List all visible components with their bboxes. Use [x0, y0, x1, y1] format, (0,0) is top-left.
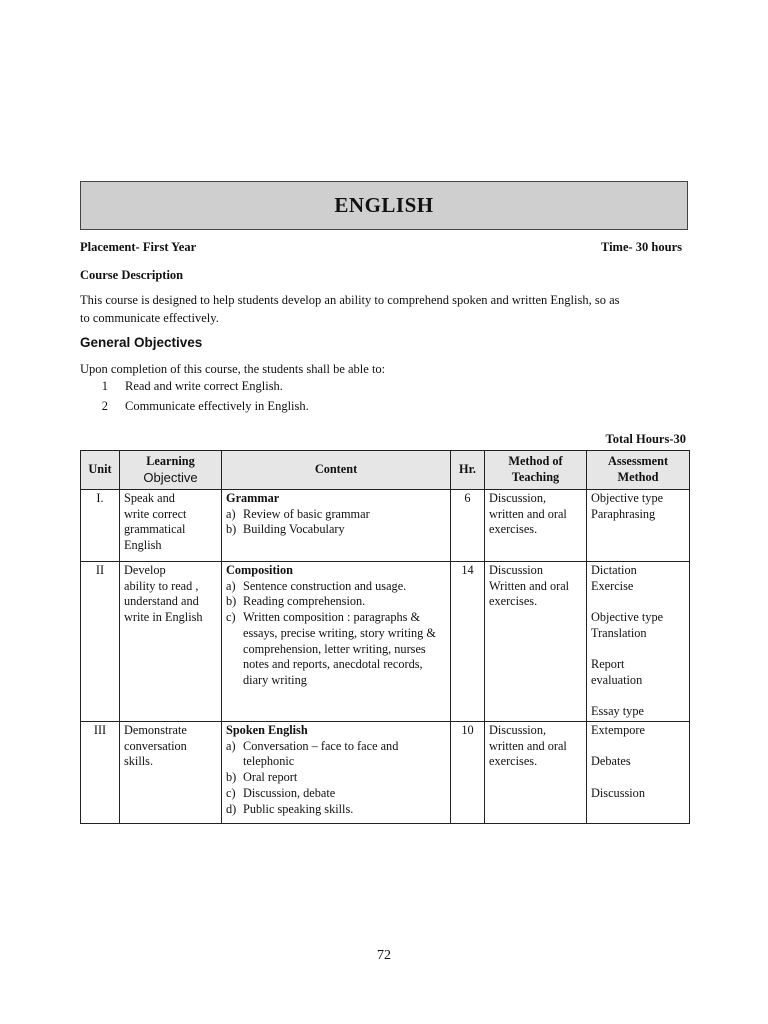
page-number: 72 — [377, 948, 391, 963]
content-topic: Spoken English — [226, 723, 308, 737]
objective-text: Read and write correct English. — [125, 379, 283, 393]
method-line: Written and oral — [489, 578, 570, 593]
objective-line: write in English — [124, 610, 203, 625]
header-objective-line-2: Objective — [143, 470, 198, 485]
content-cell — [222, 562, 451, 722]
assessment-spacer — [591, 594, 685, 610]
objective-cell — [120, 722, 222, 824]
assessment-line: Report — [591, 657, 625, 672]
objective-line: Demonstrate — [124, 723, 187, 737]
content-topic: Composition — [226, 563, 293, 577]
content-text: Reading comprehension. — [243, 594, 366, 609]
content-marker: b) — [226, 770, 237, 785]
assessment-spacer — [591, 770, 685, 786]
objective-number: 1 — [101, 379, 108, 393]
content-marker: b) — [226, 594, 237, 609]
method-line: exercises. — [489, 754, 538, 769]
content-item — [226, 522, 446, 538]
table-row — [81, 722, 690, 824]
objective-number: 2 — [101, 399, 108, 413]
method-line: exercises. — [489, 522, 538, 537]
content-item — [226, 594, 446, 610]
content-text: Discussion, debate — [243, 785, 336, 800]
header-method-line-1: Method of — [508, 454, 563, 469]
placement: Placement- First Year — [80, 240, 197, 254]
content-marker: b) — [226, 522, 237, 537]
assessment-line: Essay type — [591, 704, 644, 719]
unit-cell: II — [81, 562, 120, 722]
assessment-line: evaluation — [591, 672, 643, 687]
content-item — [226, 610, 446, 689]
content-item — [226, 770, 446, 786]
header-hours: Hr. — [451, 451, 485, 490]
content-text: Conversation – face to face and telephonic — [243, 738, 399, 769]
content-marker: c) — [226, 610, 236, 625]
content-marker: a) — [226, 578, 236, 593]
assessment-line: Discussion — [591, 785, 645, 800]
assessment-line: Translation — [591, 625, 647, 640]
content-text: Building Vocabulary — [243, 522, 345, 537]
header-unit: Unit — [81, 451, 120, 490]
content-item — [226, 507, 446, 523]
objective-item — [80, 399, 309, 414]
assessment-line: Extempore — [591, 723, 645, 737]
assessment-cell — [587, 490, 690, 562]
content-item — [226, 802, 446, 818]
content-marker: a) — [226, 506, 236, 521]
header-content: Content — [222, 451, 451, 490]
header-assessment-line-1: Assessment — [607, 454, 669, 469]
table-header-row — [81, 451, 690, 490]
course-description-line-2: to communicate effectively. — [80, 311, 219, 325]
syllabus-table — [80, 450, 690, 824]
assessment-line: Dictation — [591, 563, 637, 577]
method-line: written and oral — [489, 506, 567, 521]
content-marker: a) — [226, 738, 236, 753]
assessment-spacer — [591, 642, 685, 658]
assessment-spacer — [591, 739, 685, 755]
objective-cell — [120, 562, 222, 722]
assessment-spacer — [591, 689, 685, 705]
hours-cell: 10 — [451, 722, 485, 824]
method-line: Discussion — [489, 563, 543, 577]
general-objectives-intro: Upon completion of this course, the students shall be able to: — [80, 362, 386, 376]
unit-cell: I. — [81, 490, 120, 562]
course-description-heading: Course Description — [80, 268, 184, 282]
objective-line: ability to read , — [124, 578, 199, 593]
content-text: Sentence construction and usage. — [243, 578, 407, 593]
header-assessment — [587, 451, 690, 490]
assessment-cell — [587, 722, 690, 824]
content-cell — [222, 722, 451, 824]
assessment-line: Exercise — [591, 578, 634, 593]
objective-cell — [120, 490, 222, 562]
assessment-line: Objective type — [591, 491, 664, 505]
page-title-box — [80, 181, 688, 230]
content-text: Review of basic grammar — [243, 506, 370, 521]
unit-cell: III — [81, 722, 120, 824]
hours-cell: 14 — [451, 562, 485, 722]
objective-item — [80, 379, 283, 394]
objective-line: Speak and — [124, 491, 175, 505]
table-row — [81, 490, 690, 562]
content-marker: c) — [226, 785, 236, 800]
content-text: Oral report — [243, 770, 298, 785]
content-topic: Grammar — [226, 491, 280, 505]
method-line: Discussion, — [489, 723, 547, 737]
method-line: written and oral — [489, 738, 567, 753]
course-description-line-1: This course is designed to help students develop an ability to comprehend spoken and written English, so as — [80, 293, 620, 307]
content-text: Written composition : paragraphs & essays, precise writing, story writing & comprehension, letter writing, nurses notes and reports, anecdotal records, diary writing — [243, 610, 436, 687]
header-method-line-2: Teaching — [511, 470, 560, 484]
hours-cell: 6 — [451, 490, 485, 562]
method-cell — [485, 562, 587, 722]
header-learning-objective — [120, 451, 222, 490]
header-objective-line-1: Learning — [146, 454, 195, 469]
page-title: ENGLISH — [334, 193, 434, 217]
header-method — [485, 451, 587, 490]
content-item — [226, 786, 446, 802]
content-item — [226, 579, 446, 595]
content-marker: d) — [226, 801, 237, 816]
total-hours: Total Hours-30 — [605, 432, 686, 446]
objective-text: Communicate effectively in English. — [125, 399, 309, 413]
method-cell — [485, 722, 587, 824]
objective-line: Develop — [124, 563, 166, 577]
assessment-cell — [587, 562, 690, 722]
objective-line: write correct — [124, 506, 187, 521]
time-hours: Time- 30 hours — [600, 240, 682, 254]
assessment-line: Objective type — [591, 610, 664, 625]
method-line: Discussion, — [489, 491, 547, 505]
objective-line: understand and — [124, 594, 199, 609]
method-line: exercises. — [489, 594, 538, 609]
header-assessment-line-2: Method — [617, 470, 659, 484]
content-item — [226, 739, 446, 770]
method-cell — [485, 490, 587, 562]
objective-line: conversation — [124, 738, 187, 753]
objective-line: English — [124, 538, 162, 553]
assessment-line: Debates — [591, 754, 631, 769]
table-row — [81, 562, 690, 722]
objective-line: skills. — [124, 754, 154, 769]
course-description-text — [80, 291, 690, 327]
general-objectives-heading: General Objectives — [80, 335, 203, 350]
assessment-line: Paraphrasing — [591, 506, 656, 521]
meta-row — [80, 240, 682, 255]
content-cell — [222, 490, 451, 562]
objective-line: grammatical — [124, 522, 186, 537]
content-text: Public speaking skills. — [243, 801, 354, 816]
